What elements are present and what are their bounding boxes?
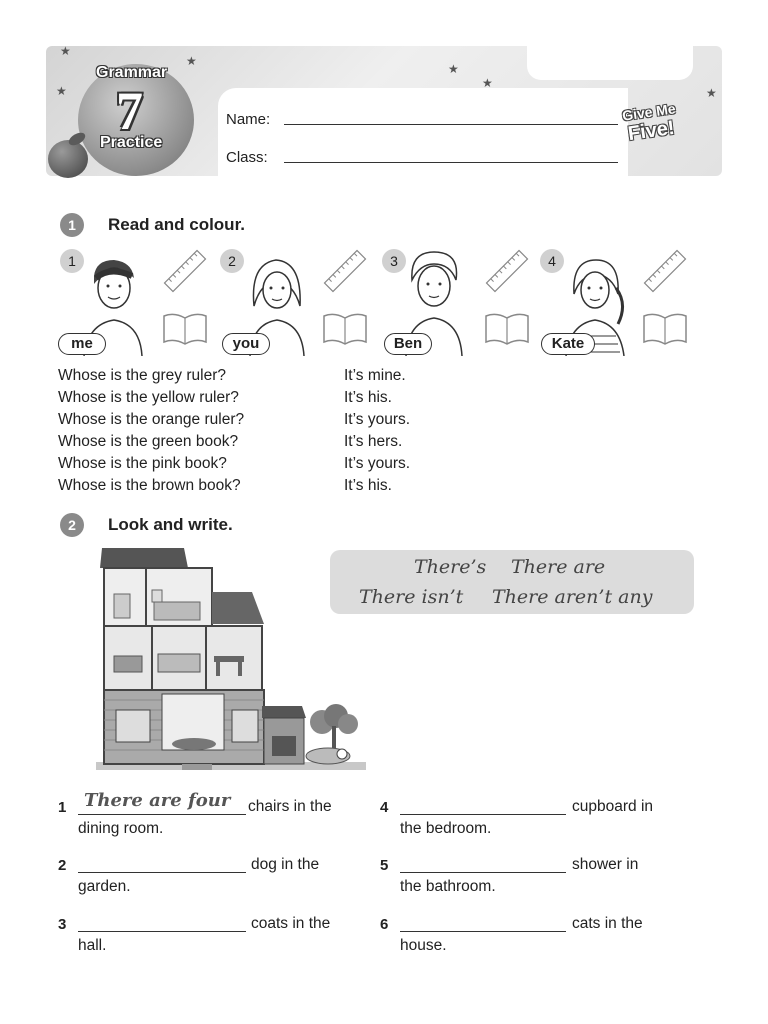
character-number: 2 [220, 249, 244, 273]
book-icon [162, 312, 208, 346]
star-icon: ★ [56, 84, 67, 98]
book-icon [484, 312, 530, 346]
star-icon: ★ [706, 86, 717, 100]
item-number: 5 [380, 857, 389, 874]
logo-line1: Give Me [621, 100, 677, 124]
student-info-box [218, 88, 628, 188]
answer-field[interactable] [78, 872, 246, 873]
sentence-text: hall. [78, 937, 107, 954]
star-icon: ★ [482, 76, 493, 90]
question: Whose is the grey ruler? [58, 367, 226, 384]
sentence-text: shower in [572, 856, 639, 873]
example-answer: There are four [84, 790, 231, 811]
name-field[interactable] [284, 124, 618, 125]
ruler-icon [162, 248, 208, 294]
class-field[interactable] [284, 162, 618, 163]
ruler-icon [642, 248, 688, 294]
badge-bottom-word: Practice [100, 134, 163, 151]
name-tag: Kate [541, 333, 595, 355]
answer-field[interactable] [78, 814, 246, 815]
sentence-text: the bedroom. [400, 820, 492, 837]
question: Whose is the orange ruler? [58, 411, 245, 428]
answer: It’s his. [344, 389, 392, 406]
answer: It’s hers. [344, 433, 403, 450]
word-bank-item: There aren’t any [492, 586, 653, 608]
star-icon: ★ [448, 62, 459, 76]
word-bank-item: There are [511, 556, 606, 578]
word-bank-item: There’s [414, 556, 487, 578]
sentence-text: dog in the [251, 856, 320, 873]
sentence-text: the bathroom. [400, 878, 496, 895]
section-2-number: 2 [60, 513, 84, 537]
character-number: 1 [60, 249, 84, 273]
badge-number: 7 [116, 81, 143, 141]
item-number: 1 [58, 799, 67, 816]
star-icon: ★ [60, 44, 71, 58]
answer: It’s his. [344, 477, 392, 494]
sentence-text: dining room. [78, 820, 164, 837]
sentence-text: house. [400, 937, 447, 954]
item-number: 2 [58, 857, 67, 874]
apple-icon [48, 140, 88, 178]
sentence-text: coats in the [251, 915, 331, 932]
header-tab [527, 46, 693, 80]
answer-field[interactable] [400, 872, 566, 873]
answer: It’s yours. [344, 411, 411, 428]
character-number: 3 [382, 249, 406, 273]
answer: It’s mine. [344, 367, 406, 384]
sentence-text: chairs in the [248, 798, 332, 815]
item-number: 4 [380, 799, 389, 816]
question: Whose is the brown book? [58, 477, 241, 494]
answer-field[interactable] [400, 931, 566, 932]
answer-field[interactable] [400, 814, 566, 815]
question: Whose is the yellow ruler? [58, 389, 239, 406]
sentence-text: garden. [78, 878, 131, 895]
character-number: 4 [540, 249, 564, 273]
word-bank-item: There isn’t [359, 586, 464, 608]
question: Whose is the green book? [58, 433, 239, 450]
house-illustration [96, 544, 366, 776]
name-label: Name: [226, 111, 271, 128]
ruler-icon [484, 248, 530, 294]
give-me-five-logo [618, 100, 688, 154]
badge-top-word: Grammar [96, 64, 168, 81]
class-label: Class: [226, 149, 268, 166]
sentence-text: cupboard in [572, 798, 654, 815]
logo-line2: Five! [626, 116, 676, 146]
book-icon [322, 312, 368, 346]
section-1-number: 1 [60, 213, 84, 237]
answer-field[interactable] [78, 931, 246, 932]
name-tag: you [222, 333, 270, 355]
question: Whose is the pink book? [58, 455, 227, 472]
name-tag: me [58, 333, 106, 355]
item-number: 3 [58, 916, 67, 933]
ruler-icon [322, 248, 368, 294]
name-tag: Ben [384, 333, 432, 355]
star-icon: ★ [186, 54, 197, 68]
book-icon [642, 312, 688, 346]
section-2-title: Look and write. [108, 515, 233, 534]
item-number: 6 [380, 916, 389, 933]
answer: It’s yours. [344, 455, 411, 472]
sentence-text: cats in the [572, 915, 643, 932]
section-1-title: Read and colour. [108, 215, 245, 234]
